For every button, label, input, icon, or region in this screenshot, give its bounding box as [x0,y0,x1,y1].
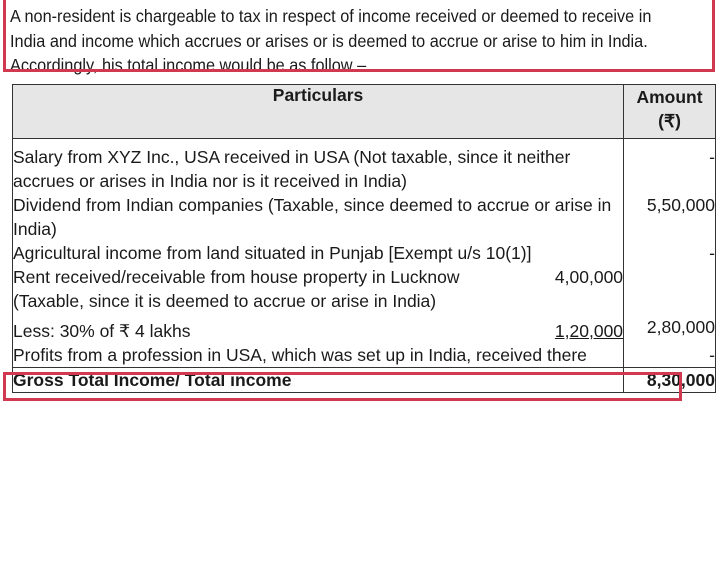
rent-inner-amount: 4,00,000 [554,267,624,287]
rent-net-amount: 2,80,000 [624,265,716,343]
intro-line: A non-resident is chargeable to tax in respect of income received or deemed to receive in [10,6,652,26]
total-label: Gross Total Income/ Total income [13,368,624,393]
row-amount: - [624,343,716,368]
row-particulars: Salary from XYZ Inc., USA received in USA (Not taxable, since it neither accrues or arises in India nor is it received in India) [13,139,624,194]
table-row [13,343,716,368]
less-label: Less: 30% of ₹ 4 lakhs [13,321,191,341]
row-amount: - [624,241,716,265]
row-particulars: Profits from a profession in USA, which was set up in India, received there [13,343,624,368]
income-table [12,84,716,393]
rent-label: Rent received/receivable from house property in Lucknow [13,267,460,287]
header-particulars: Particulars [13,85,624,139]
rent-line [13,265,623,289]
rent-note: (Taxable, since it is deemed to accrue or arise in India) [13,291,437,311]
less-amount: 1,20,000 [554,321,624,341]
table-row [13,139,716,194]
table-row [13,265,716,343]
table-header-row [13,85,716,139]
rent-particulars [13,265,624,343]
header-amount [624,85,716,139]
header-amount-label: Amount [636,87,703,107]
intro-line: India and income which accrues or arises or is deemed to accrue or arise to him in India. [10,30,648,51]
less-line [13,319,623,343]
row-amount: 5,50,000 [624,193,716,241]
intro-highlight-box [3,0,715,72]
total-amount: 8,30,000 [624,368,716,393]
header-amount-unit: (₹) [658,111,681,131]
table-row [13,193,716,241]
row-particulars: Agricultural income from land situated in Punjab [Exempt u/s 10(1)] [13,241,624,265]
profession-highlight-box [3,372,682,401]
intro-line: Accordingly, his total income would be as follow – [10,55,367,75]
row-particulars: Dividend from Indian companies (Taxable, since deemed to accrue or arise in India) [13,193,624,241]
row-amount: - [624,139,716,194]
table-row [13,241,716,265]
